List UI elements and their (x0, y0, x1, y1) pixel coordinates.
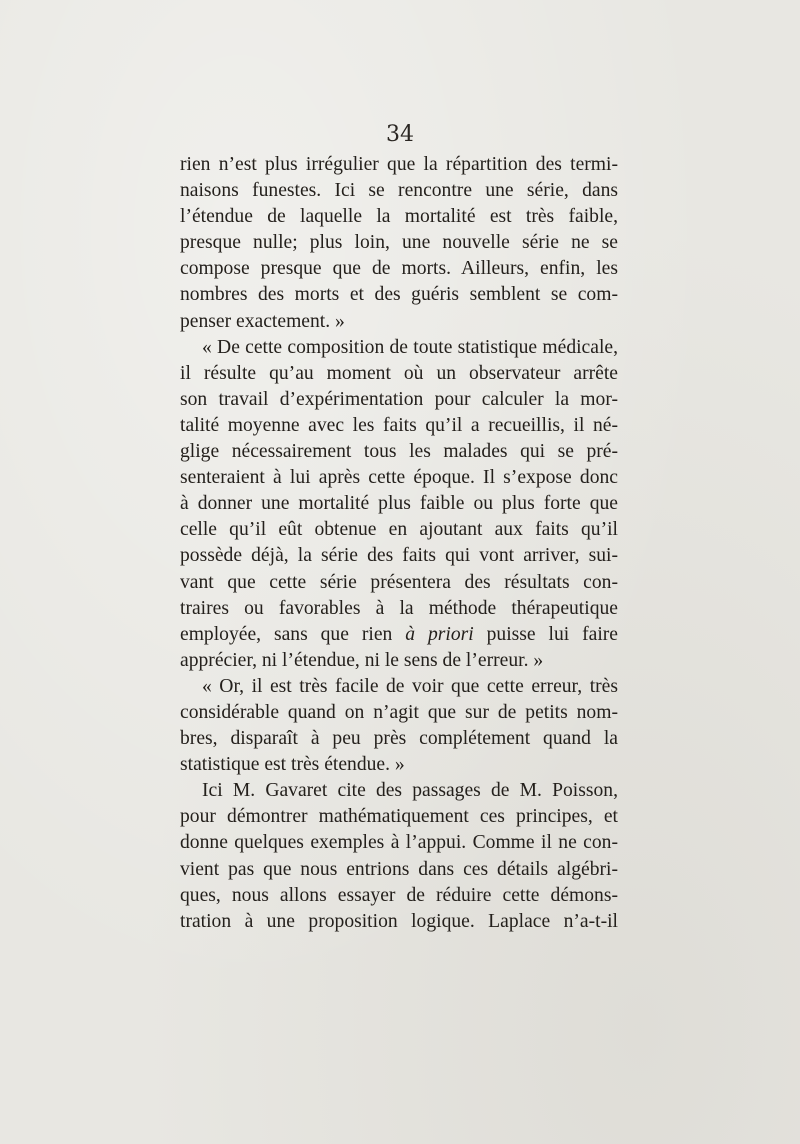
text-line: statistique est très étendue. » (180, 754, 405, 776)
text-line: l’étendue de laquelle la mortalité est très faible, (180, 206, 618, 228)
text-line: celle qu’il eût obtenue en ajoutant aux faits qu’il (180, 519, 618, 541)
text-line: son travail d’expérimentation pour calculer la mor- (180, 388, 618, 410)
text-line: il résulte qu’au moment où un observateur arrête (180, 362, 618, 384)
text-line: talité moyenne avec les faits qu’il a recueillis, il né- (180, 414, 618, 436)
text-line: compose presque que de morts. Ailleurs, enfin, les (180, 258, 618, 280)
text-line: « Or, il est très facile de voir que cette erreur, très (202, 675, 618, 697)
text-line: penser exactement. » (180, 310, 345, 332)
text-line: senteraient à lui après cette époque. Il s’expose donc (180, 467, 618, 489)
text-line: vient pas que nous entrions dans ces détails algébri- (180, 858, 618, 880)
text-line: rien n’est plus irrégulier que la répartition des termi- (180, 154, 618, 175)
text-line: Ici M. Gavaret cite des passages de M. Poisson, (202, 780, 618, 802)
text-line: à donner une mortalité plus faible ou plus forte que (180, 493, 618, 515)
text-line: donne quelques exemples à l’appui. Comme il ne con- (180, 832, 618, 854)
body-text (180, 152, 618, 935)
text-line: ques, nous allons essayer de réduire cette démons- (180, 884, 618, 906)
text-line: employée, sans que rien à priori puisse lui faire (180, 623, 618, 645)
text-line: considérable quand on n’agit que sur de petits nom- (180, 701, 618, 723)
text-line: vant que cette série présentera des résultats con- (180, 571, 618, 593)
text-line: « De cette composition de toute statistique médicale, (202, 336, 618, 358)
text-line: presque nulle; plus loin, une nouvelle série ne se (180, 232, 618, 254)
text-line: bres, disparaît à peu près complétement quand la (180, 728, 618, 750)
page-number: 34 (386, 122, 414, 147)
text-line: traires ou favorables à la méthode thérapeutique (180, 597, 618, 619)
text-line: nombres des morts et des guéris semblent se com- (180, 284, 618, 306)
italic-phrase: à priori (405, 623, 474, 645)
text-line: possède déjà, la série des faits qui vont arriver, sui- (180, 545, 618, 567)
text-line: glige nécessairement tous les malades qui se pré- (180, 441, 618, 463)
text-line: tration à une proposition logique. Laplace n’a-t-il (180, 910, 618, 932)
text-line: apprécier, ni l’étendue, ni le sens de l’erreur. » (180, 649, 544, 671)
text-line: naisons funestes. Ici se rencontre une série, dans (180, 180, 618, 202)
text-line: pour démontrer mathématiquement ces principes, et (180, 806, 618, 828)
